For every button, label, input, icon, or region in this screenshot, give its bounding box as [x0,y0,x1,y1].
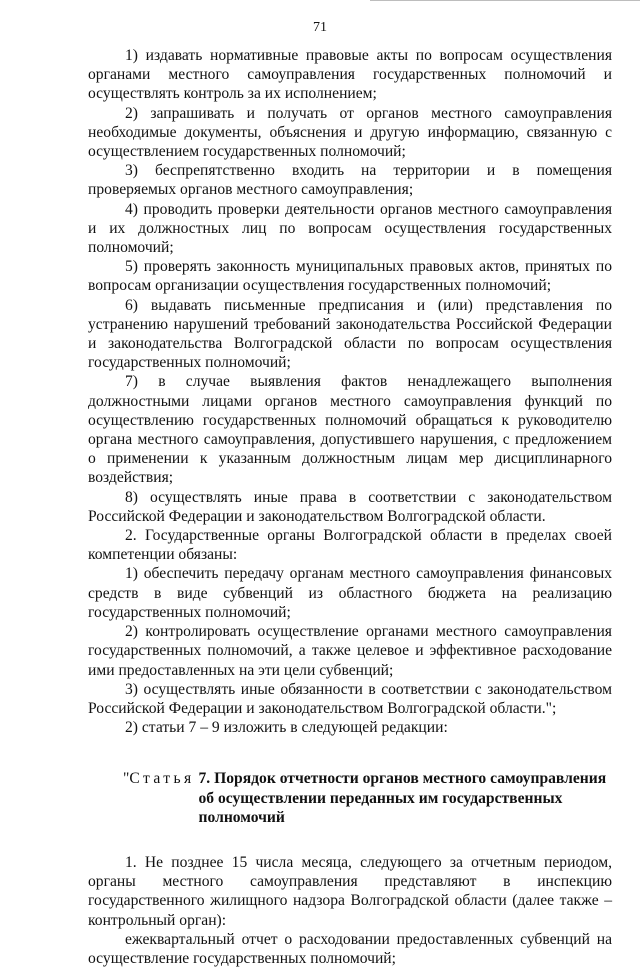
paragraph-article-item-1-sub: ежеквартальный отчет о расходовании предоставленных субвенций на осуществление государственных полномочий; [88,930,612,967]
top-rule [370,0,640,1]
paragraph-amendment-2: 2) статьи 7 – 9 изложить в следующей редакции: [125,719,448,737]
article-number: 7. [198,770,211,788]
paragraph-duty-1: 1) обеспечить передачу органам местного самоуправления финансовых средств в виде субвенций из областного бюджета на реализацию государственных полномочий; [88,565,612,621]
paragraph-right-4: 4) проводить проверки деятельности органов местного самоуправления и их должностных лиц по вопросам осуществления государственных полномочий; [88,200,612,257]
paragraph-article-item-1: 1. Не позднее 15 числа месяца, следующего за отчетным периодом, органы местного самоуправления представляют в инспекцию государственного жилищного надзора Волгоградской области (далее также – контрольный орган): [88,853,612,929]
paragraph-right-3: 3) беспрепятственно входить на территории и в помещения проверяемых органов местного самоуправления; [88,162,612,199]
article-quote: " [123,770,130,788]
article-title: Порядок отчетности органов местного самоуправления об осуществлении переданных им государственных полномочий [198,770,607,826]
paragraph-right-5: 5) проверять законность муниципальных правовых актов, принятых по вопросам организации осуществления государственных полномочий; [88,258,612,295]
paragraph-right-7: 7) в случае выявления фактов ненадлежащего выполнения должностными лицами органов местного самоуправления функций по осуществлению государственных полномочий обращаться к руководителю органа местного самоуправления, допустившего нарушения, с предложением о применении к указанным должностным лицам мер дисциплинарного воздействия; [88,373,612,487]
paragraph-right-8: 8) осуществлять иные права в соответствии с законодательством Российской Федерации и законодательством Волгоградской области. [88,488,612,525]
paragraph-right-1: 1) издавать нормативные правовые акты по вопросам осуществления органами местного самоуправления государственных полномочий и осуществлять контроль за их исполнением; [88,47,612,103]
paragraph-duty-3: 3) осуществлять иные обязанности в соответствии с законодательством Российской Федерации и законодательством Волгоградской области."; [88,680,612,717]
paragraph-duty-2: 2) контролировать осуществление органами местного самоуправления государственных полномочий, а также целевое и эффективное расходование ими предоставленных на эти цели субвенций; [88,623,612,679]
paragraph-section-2: 2. Государственные органы Волгоградской области в пределах своей компетенции обязаны: [88,527,612,564]
article-word: Статья [129,770,195,788]
paragraph-right-2: 2) запрашивать и получать от органов местного самоуправления необходимые документы, объяснения и другую информацию, связанную с осуществлением государственных полномочий; [88,104,612,161]
article-title-block [199,769,613,827]
paragraph-right-6: 6) выдавать письменные предписания и (или) представления по устранению нарушений требований законодательства Российской Федерации и законодательства Волгоградской области по вопросам осуществления государственных полномочий; [88,296,612,372]
document-body [88,46,612,968]
article-lead [123,769,199,827]
page-number: 71 [313,20,327,35]
article-heading [88,769,612,827]
